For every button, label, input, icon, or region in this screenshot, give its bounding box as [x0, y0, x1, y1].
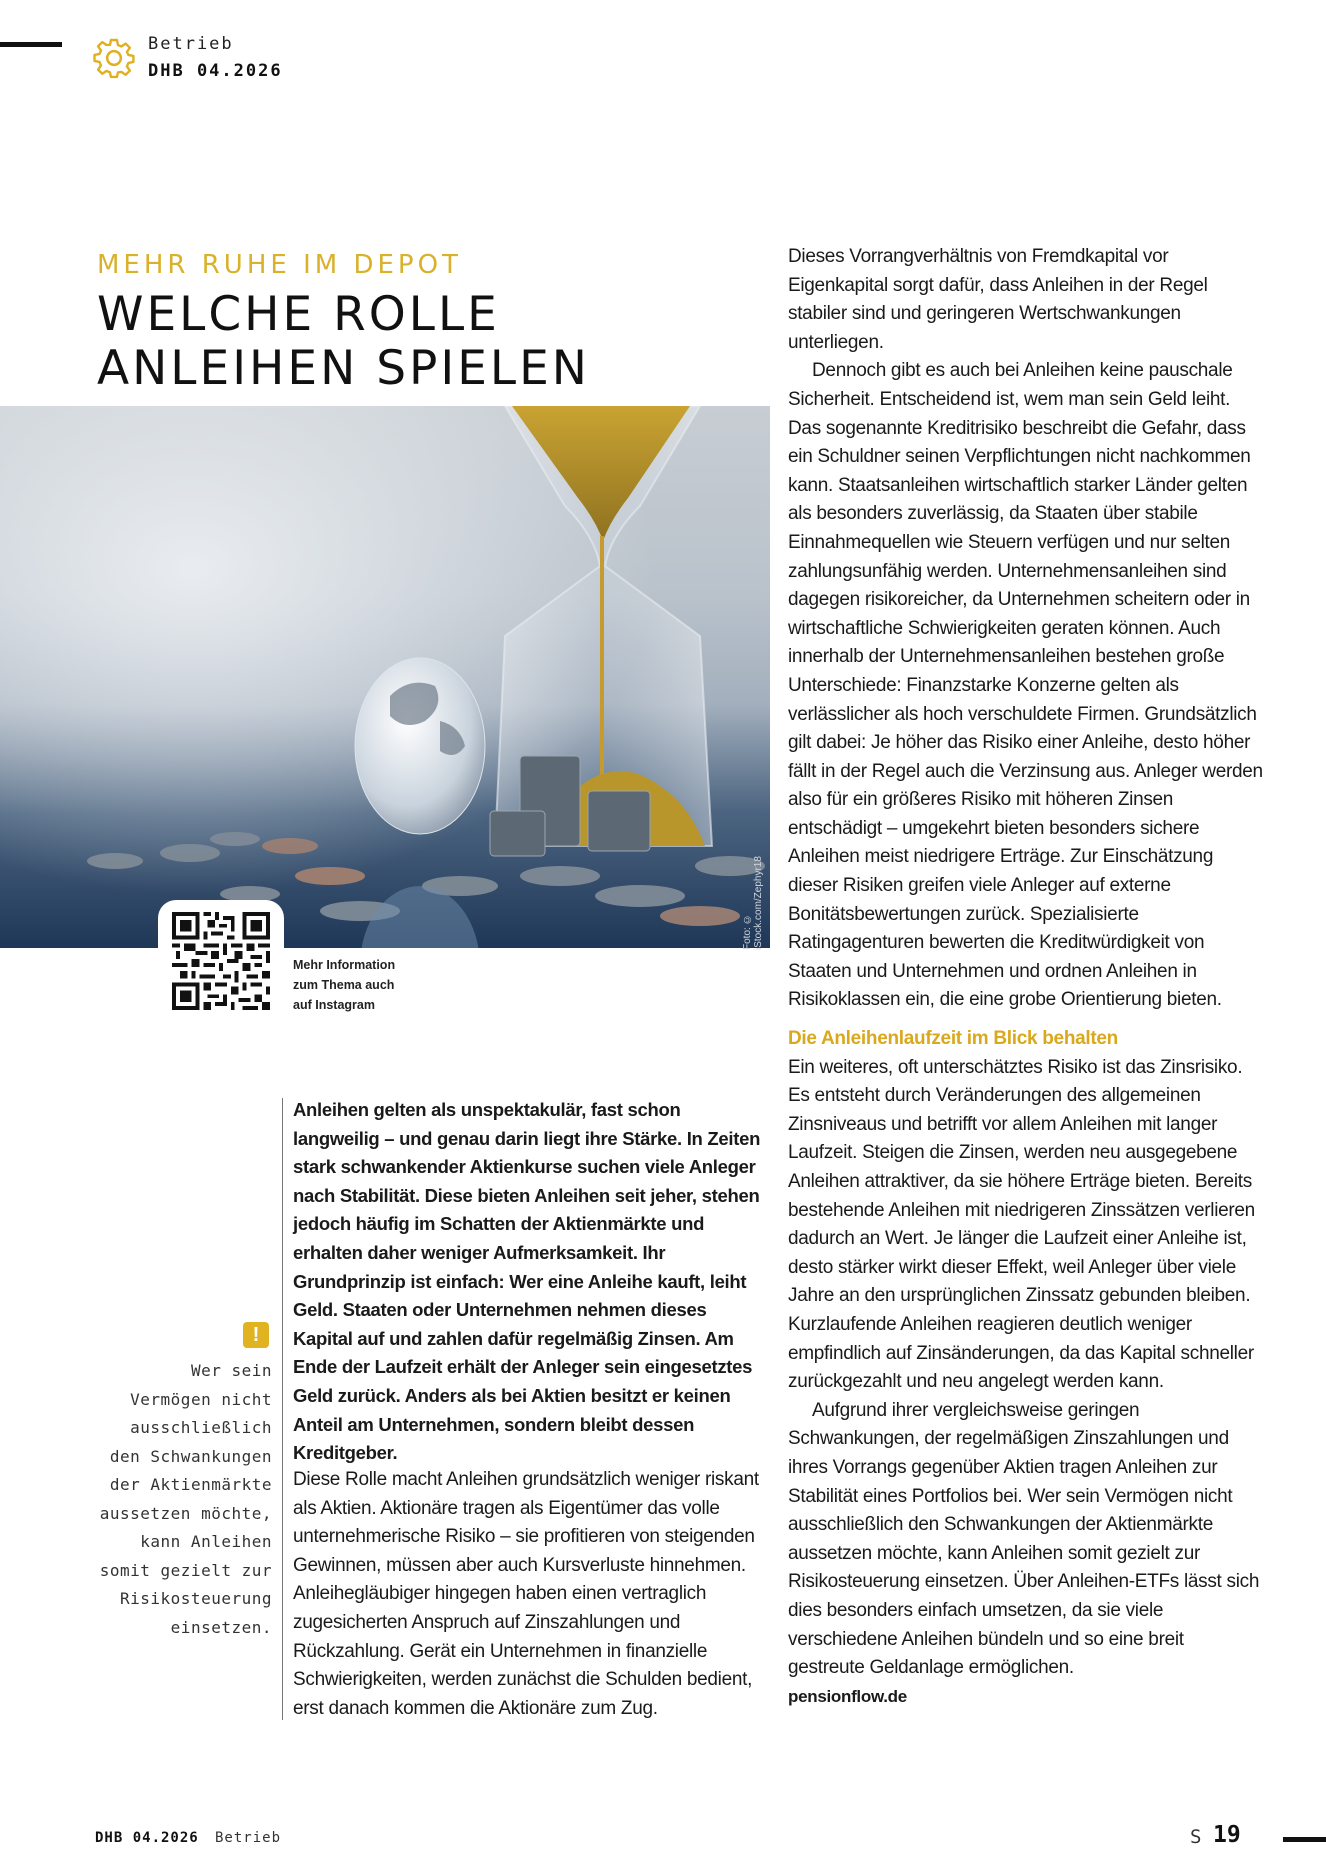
right-column [788, 243, 1263, 1711]
qr-caption: Mehr Information zum Thema auch auf Instagram [293, 958, 396, 1012]
page-prefix: S [1190, 1826, 1202, 1848]
source-link[interactable]: pensionflow.de [788, 1686, 907, 1706]
body-paragraph: Dennoch gibt es auch bei Anleihen keine pauschale Sicherheit. Entscheidend ist, wem man sein Geld leiht. Das sogenannte Kreditrisiko beschreibt die Gefahr, dass ein Schuldner seinen Verpflichtungen nicht nachkommen kann. Staatsanleihen wirtschaftlich starker Länder gelten als besonders zuverlässig, da Staaten über stabile Einnahmequellen wie Steuern verfügen und nur selten zahlungsunfähig werden. Unternehmensanleihen sind dagegen risikoreicher, da Unternehmen scheitern oder in wirtschaftliche Schwierigkeiten geraten können. Auch innerhalb der Unternehmensanleihen bestehen große Unterschiede: Finanzstarke Konzerne gelten als verlässlicher als hoch verschuldete Firmen. Grundsätzlich gilt dabei: Je höher das Risiko einer Anleihe, desto höher fällt in der Regel auch die Verzinsung aus. Anleger werden also für ein größeres Risiko mit höheren Zinsen entschädigt – umgekehrt bieten besonders sichere Anleihen meist niedrigere Erträge. Zur Einschätzung dieser Risiken greifen viele Anleger auf externe Bonitätsbewertungen zurück. Spezialisierte Ratingagenturen bewerten die Kreditwürdigkeit von Staaten und Unternehmen und ordnen Anleihen in Risikoklassen ein, die eine grobe Orientierung bieten. [788, 360, 1263, 1011]
body-paragraph: Dieses Vorrangverhältnis von Fremdkapital vor Eigenkapital sorgt dafür, dass Anleihen in der Regel stabiler sind und geringeren Wertschwankungen unterliegen. [788, 246, 1208, 353]
footer-rule [1283, 1837, 1326, 1842]
body-paragraph: Ein weiteres, oft unterschätztes Risiko ist das Zinsrisiko. Es entsteht durch Veränderungen des allgemeinen Zinsniveaus und betrifft vor allem Anleihen mit langer Laufzeit. Steigen die Zinsen, werden neu ausgegebene Anleihen attraktiver, da sie höhere Erträge bieten. Bereits bestehende Anleihen mit niedrigeren Zinssätzen verlieren dadurch an Wert. Je länger die Laufzeit einer Anleihe ist, desto stärker wirkt dieser Effekt, weil Anleger über viele Jahre an den ursprünglichen Zinssatz gebunden bleiben. Kurzlaufende Anleihen reagieren deutlich weniger empfindlich auf Zinsänderungen, da das Kapital schneller zurückgezahlt und neu angelegt werden kann. [788, 1056, 1255, 1393]
article-title [97, 288, 590, 396]
gear-icon [93, 37, 135, 79]
article-kicker: MEHR RUHE IM DEPOT [97, 250, 462, 280]
header-section: Betrieb [148, 34, 234, 54]
footer-issue: DHB 04.2026 [95, 1830, 199, 1846]
header-rule [0, 42, 62, 47]
section-subheading: Die Anleihenlaufzeit im Blick behalten [788, 1028, 1118, 1050]
body-paragraph: Aufgrund ihrer vergleichsweise geringen Schwankungen, der regelmäßigen Zinszahlungen und ihres Vorrangs gegenüber Aktien tragen Anleihen zur Stabilität eines Portfolios bei. Wer sein Vermögen nicht ausschließlich den Schwankungen der Aktienmärkte aussetzen möchte, kann Anleihen somit gezielt zur Risikosteuerung einsetzen. Über Anleihen-ETFs lässt sich dies besonders einfach umsetzen, da sie viele verschiedene Anleihen bündeln und so eine breit gestreute Geldanlage ermöglichen. [788, 1399, 1260, 1679]
header-issue: DHB 04.2026 [148, 61, 283, 81]
exclamation-icon: ! [243, 1322, 269, 1348]
pull-quote: Wer sein Vermögen nicht ausschließlich den Schwankungen der Aktienmärkte aussetzen möchte, kann Anleihen somit gezielt zur Risikosteuerung einsetzen. [99, 1361, 272, 1637]
lead-paragraph: Anleihen gelten als unspektakulär, fast schon langweilig – und genau darin liegt ihre Stärke. In Zeiten stark schwankender Aktienkurse suchen viele Anleger nach Stabilität. Diese bieten Anleihen seit jeher, stehen jedoch häufig im Schatten der Aktienmärkte und erhalten daher weniger Aufmerksamkeit. Ihr Grundprinzip ist einfach: Wer eine Anleihe kauft, leiht Geld. Staaten oder Unternehmen nehmen dieses Kapital auf und zahlen dafür regelmäßig Zinsen. Am Ende der Laufzeit erhält der Anleger sein eingesetztes Geld zurück. Anders als bei Aktien besitzt er keinen Anteil am Unternehmen, sondern bleibt dessen Kreditgeber. [293, 1099, 761, 1464]
title-line-2: ANLEIHEN SPIELEN [97, 341, 590, 396]
qr-code-icon[interactable] [172, 912, 270, 1010]
page-number: 19 [1213, 1822, 1241, 1848]
photo-credit: Foto: © iStock.com/Zephyr18 [742, 856, 764, 950]
title-line-1: WELCHE ROLLE [97, 287, 500, 342]
article-photo [0, 406, 770, 948]
footer-section: Betrieb [215, 1830, 282, 1846]
hourglass-globe-coins-image [0, 406, 770, 948]
body-paragraph-middle: Diese Rolle macht Anleihen grundsätzlich weniger riskant als Aktien. Aktionäre tragen als Eigentümer das volle unternehmerische Risiko – sie profitieren von steigenden Gewinnen, müssen aber auch Kursverluste hinnehmen. Anleihegläubiger hingegen haben einen vertraglich zugesicherten Anspruch auf Zinszahlungen und Rückzahlung. Gerät ein Unternehmen in finanzielle Schwierigkeiten, werden zunächst die Schulden bedient, erst danach kommen die Aktionäre zum Zug. [293, 1469, 759, 1719]
column-divider [282, 1098, 283, 1720]
